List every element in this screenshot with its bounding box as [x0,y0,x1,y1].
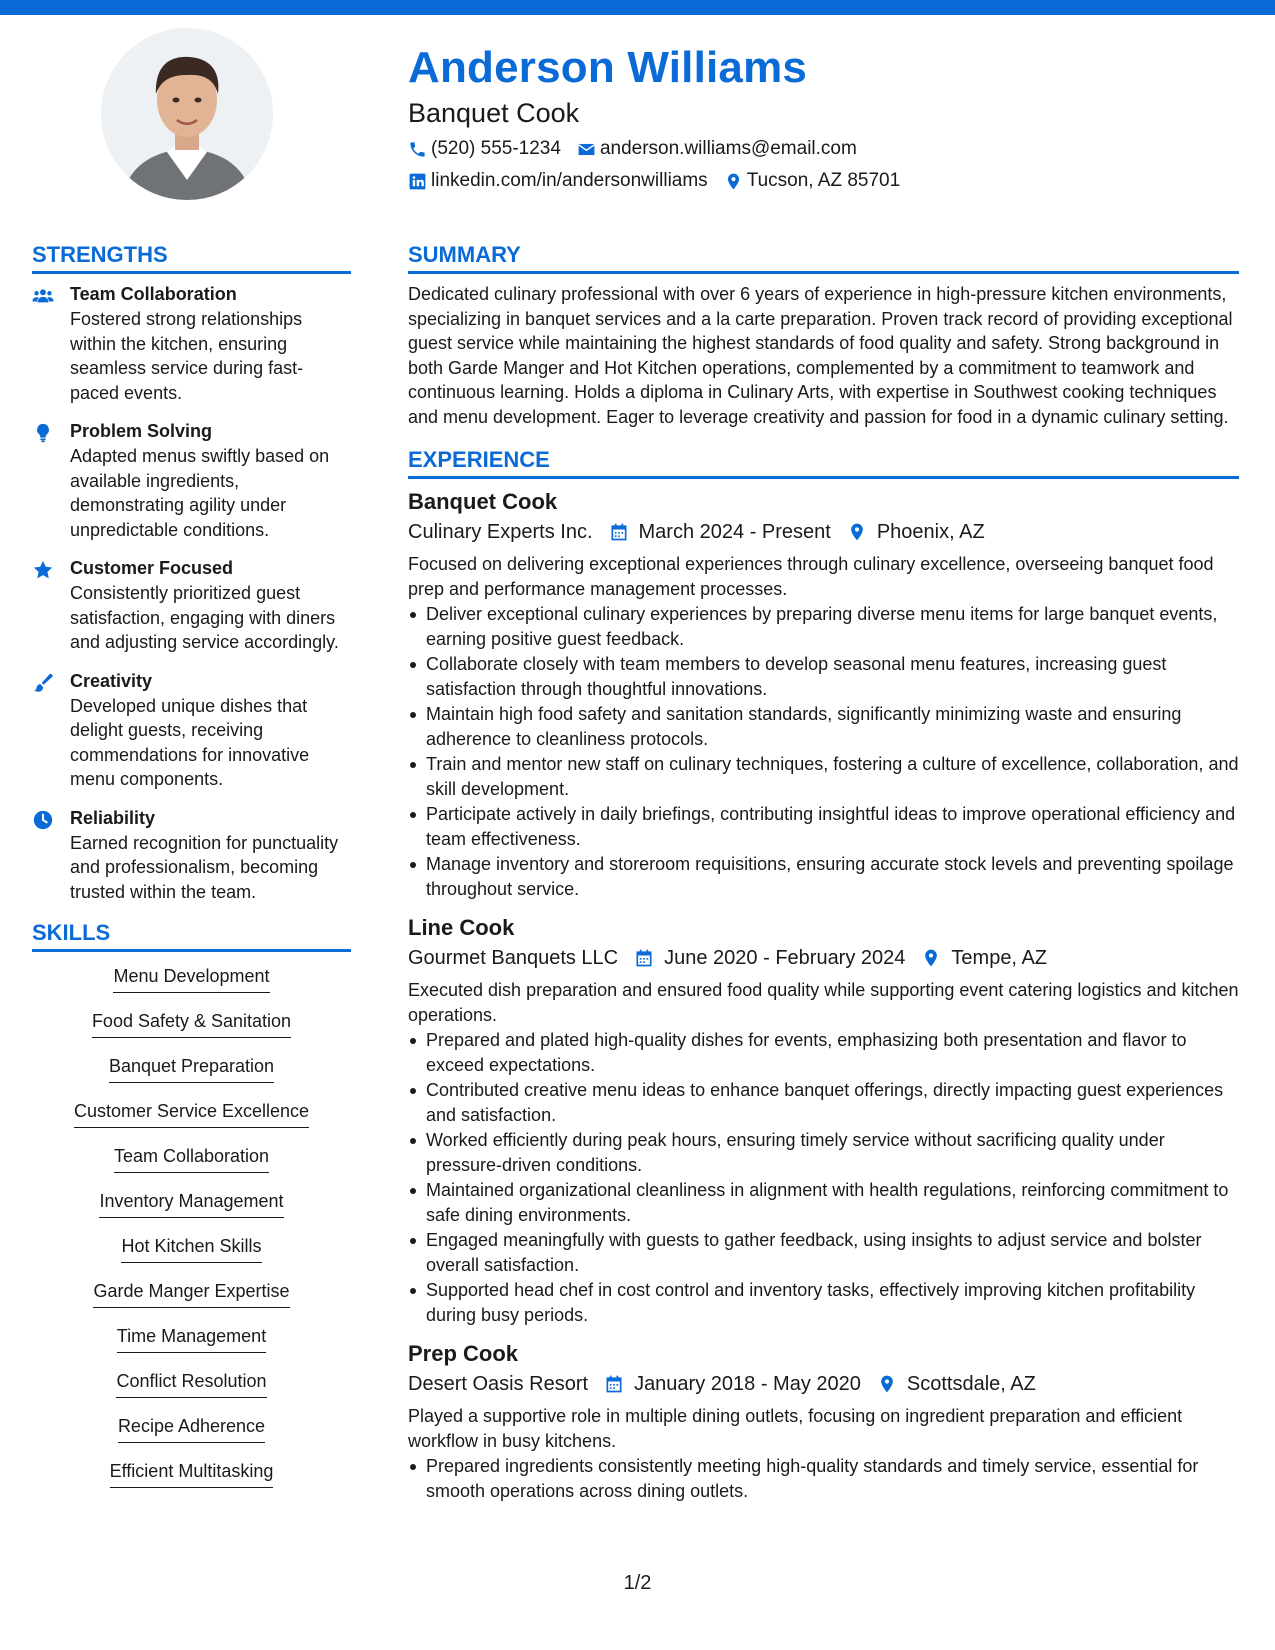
job-role: Banquet Cook [408,489,558,514]
skill-tag: Recipe Adherence [118,1414,265,1443]
clock-icon [32,809,54,831]
strength-desc: Earned recognition for punctuality and professionalism, becoming trusted within the team. [70,832,339,902]
skill-tag: Food Safety & Sanitation [92,1009,291,1038]
contact-phone [408,136,561,162]
job-bullets [408,602,1239,901]
bullet-dot [408,752,426,801]
strength-desc: Adapted menus swiftly based on available ingredients, demonstrating agility under unpredictable conditions. [70,446,330,540]
job-bullet [408,602,1239,651]
contact-linkedin[interactable] [408,168,708,194]
bullet-text: Worked efficiently during peak hours, ensuring timely service without sacrificing quality under pressure-driven conditions. [426,1130,1165,1175]
phone-text: (520) 555-1234 [431,138,561,159]
strength-item [32,419,351,542]
company-name: Desert Oasis Resort [408,1373,589,1395]
star-icon [32,559,54,581]
skill-tag: Hot Kitchen Skills [121,1234,261,1263]
map-pin-icon [921,948,941,968]
job-meta [408,943,1239,973]
skill-tag: Inventory Management [99,1189,283,1218]
job-description: Executed dish preparation and ensured food quality while supporting event catering logistics and kitchen operations. [408,980,1239,1025]
skill-tag: Banquet Preparation [109,1054,274,1083]
job-company [408,517,593,547]
job-entry [408,1339,1239,1503]
strength-desc: Fostered strong relationships within the kitchen, ensuring seamless service during fast-paced events. [70,309,304,403]
bullet-dot [408,1078,426,1127]
strength-title: Reliability [70,807,156,828]
map-pin-icon [847,522,867,542]
job-bullet [408,1078,1239,1127]
job-meta [408,517,1239,547]
bullet-text: Contributed creative menu ideas to enhance banquet offerings, directly impacting guest experiences and satisfaction. [426,1080,1224,1125]
job-entry [408,487,1239,901]
job-meta [408,1369,1239,1399]
job-company [408,943,618,973]
job-bullet [408,1454,1239,1503]
calendar-icon [609,522,629,542]
company-name: Culinary Experts Inc. [408,521,593,543]
skill-tag: Menu Development [113,964,269,993]
skill-tag: Garde Manger Expertise [93,1279,289,1308]
email-text[interactable]: anderson.williams@email.com [599,138,857,159]
bullet-dot [408,1178,426,1227]
contact-location [724,168,901,194]
bullet-dot [408,1278,426,1327]
job-bullet [408,1228,1239,1277]
bullet-dot [408,1028,426,1077]
job-role: Prep Cook [408,1341,519,1366]
top-accent-bar [0,0,1275,15]
bullet-text: Supported head chef in cost control and inventory tasks, effectively improving kitchen profitability during busy periods. [426,1280,1196,1325]
job-dates [604,1369,861,1399]
bullet-text: Maintained organizational cleanliness in alignment with health regulations, reinforcing commitment to safe dining environments. [426,1180,1229,1225]
job-role: Line Cook [408,915,515,940]
job-location [877,1369,1036,1399]
strength-item [32,282,351,405]
profile-photo [101,28,273,200]
bullet-dot [408,652,426,701]
contact-row-1 [408,136,1238,162]
strengths-heading: STRENGTHS [32,240,351,274]
strength-desc: Consistently prioritized guest satisfaction, engaging with diners and adjusting service accordingly. [70,583,339,652]
bullet-dot [408,1228,426,1277]
job-bullet [408,1028,1239,1077]
job-entry [408,913,1239,1327]
location-text: Tucson, AZ 85701 [746,170,901,191]
strength-desc: Developed unique dishes that delight guests, receiving commendations for innovative menu components. [70,695,310,789]
location-text: Scottsdale, AZ [906,1373,1036,1395]
bullet-text: Maintain high food safety and sanitation standards, significantly minimizing waste and ensuring adherence to cleanliness protocols. [426,704,1182,749]
job-dates [634,943,905,973]
job-bullet [408,1178,1239,1227]
dates-text: June 2020 - February 2024 [664,947,906,969]
job-bullets [408,1454,1239,1503]
bullet-text: Deliver exceptional culinary experiences by preparing diverse menu items for large banquet events, earning positive guest feedback. [426,604,1218,649]
dates-text: March 2024 - Present [638,521,831,543]
right-column [408,240,1239,1515]
bullet-text: Prepared and plated high-quality dishes for events, emphasizing both presentation and flavor to exceed expectations. [426,1030,1187,1075]
contact-row-2 [408,168,1238,194]
strength-item [32,669,351,792]
phone-icon [408,140,427,159]
company-name: Gourmet Banquets LLC [408,947,619,969]
bullet-dot [408,602,426,651]
lightbulb-icon [32,422,54,444]
skills-section [32,918,351,1504]
bullet-text: Prepared ingredients consistently meeting high-quality standards and timely service, essential for smooth operations across dining outlets. [426,1456,1199,1501]
paintbrush-icon [32,672,54,694]
resume-header [408,40,1238,194]
location-text: Phoenix, AZ [876,521,985,543]
bullet-dot [408,1454,426,1503]
job-location [921,943,1047,973]
job-bullet [408,802,1239,851]
experience-list [408,487,1239,1503]
job-description: Played a supportive role in multiple dining outlets, focusing on ingredient preparation and efficient workflow in busy kitchens. [408,1406,1183,1451]
job-bullet [408,752,1239,801]
job-bullet [408,1278,1239,1327]
job-description: Focused on delivering exceptional experiences through culinary excellence, overseeing banquet food prep and performance management processes. [408,554,1214,599]
skill-tag: Efficient Multitasking [110,1459,274,1488]
skill-tag: Conflict Resolution [116,1369,266,1398]
summary-text: Dedicated culinary professional with over 6 years of experience in high-pressure kitchen environments, specializing in banquet services and a la carte preparation. Proven track record of providing exceptional guest service while maintaining the highest standards of food quality and safety. Strong background in both Garde Manger and Hot Kitchen operations, complemented by a commitment to teamwork and continuous learning. Holds a diploma in Culinary Arts, with expertise in Southwest cooking techniques and menu development. Eager to leverage creativity and passion for food in a dynamic culinary setting. [408,284,1233,427]
strengths-list [32,282,351,904]
bullet-dot [408,852,426,901]
skills-heading: SKILLS [32,918,351,952]
skill-tag: Time Management [117,1324,266,1353]
strength-title: Creativity [70,670,153,691]
experience-heading: EXPERIENCE [408,445,1239,479]
left-column [32,240,351,1504]
page-number: 1/2 [623,1572,652,1594]
strength-title: Problem Solving [70,421,213,441]
map-pin-icon [724,172,743,191]
envelope-icon [577,140,596,159]
bullet-dot [408,702,426,751]
strength-title: Customer Focused [70,558,234,578]
location-text: Tempe, AZ [951,947,1048,969]
strength-title: Team Collaboration [70,284,237,304]
skill-tag: Team Collaboration [114,1144,269,1173]
linkedin-icon [408,172,427,191]
bullet-text: Participate actively in daily briefings, contributing insightful ideas to improve operational efficiency and team effectiveness. [426,804,1236,849]
bullet-text: Train and mentor new staff on culinary techniques, fostering a culture of excellence, collaboration, and skill development. [426,754,1239,799]
bullet-dot [408,802,426,851]
job-bullet [408,852,1239,901]
users-icon [32,285,54,307]
job-location [847,517,985,547]
linkedin-text[interactable]: linkedin.com/in/andersonwilliams [431,170,708,191]
bullet-text: Collaborate closely with team members to develop seasonal menu features, increasing guest satisfaction through thoughtful innovations. [426,654,1167,699]
candidate-name: Anderson Williams [408,43,808,92]
map-pin-icon [877,1374,897,1394]
bullet-dot [408,1128,426,1177]
dates-text: January 2018 - May 2020 [634,1373,861,1395]
job-bullet [408,1128,1239,1177]
candidate-title: Banquet Cook [408,98,580,128]
calendar-icon [634,948,654,968]
job-dates [609,517,831,547]
job-bullets [408,1028,1239,1327]
job-company [408,1369,588,1399]
bullet-text: Engaged meaningfully with guests to gather feedback, using insights to adjust service and bolster overall satisfaction. [426,1230,1202,1275]
contact-email[interactable] [577,136,857,162]
job-bullet [408,652,1239,701]
strength-item [32,806,351,905]
calendar-icon [604,1374,624,1394]
person-portrait-icon [101,28,273,200]
summary-heading: SUMMARY [408,240,1239,274]
bullet-text: Manage inventory and storeroom requisitions, ensuring accurate stock levels and preventing spoilage throughout service. [426,854,1234,899]
skill-tag: Customer Service Excellence [74,1099,309,1128]
skills-list [32,960,351,1504]
strength-item [32,556,351,655]
job-bullet [408,702,1239,751]
